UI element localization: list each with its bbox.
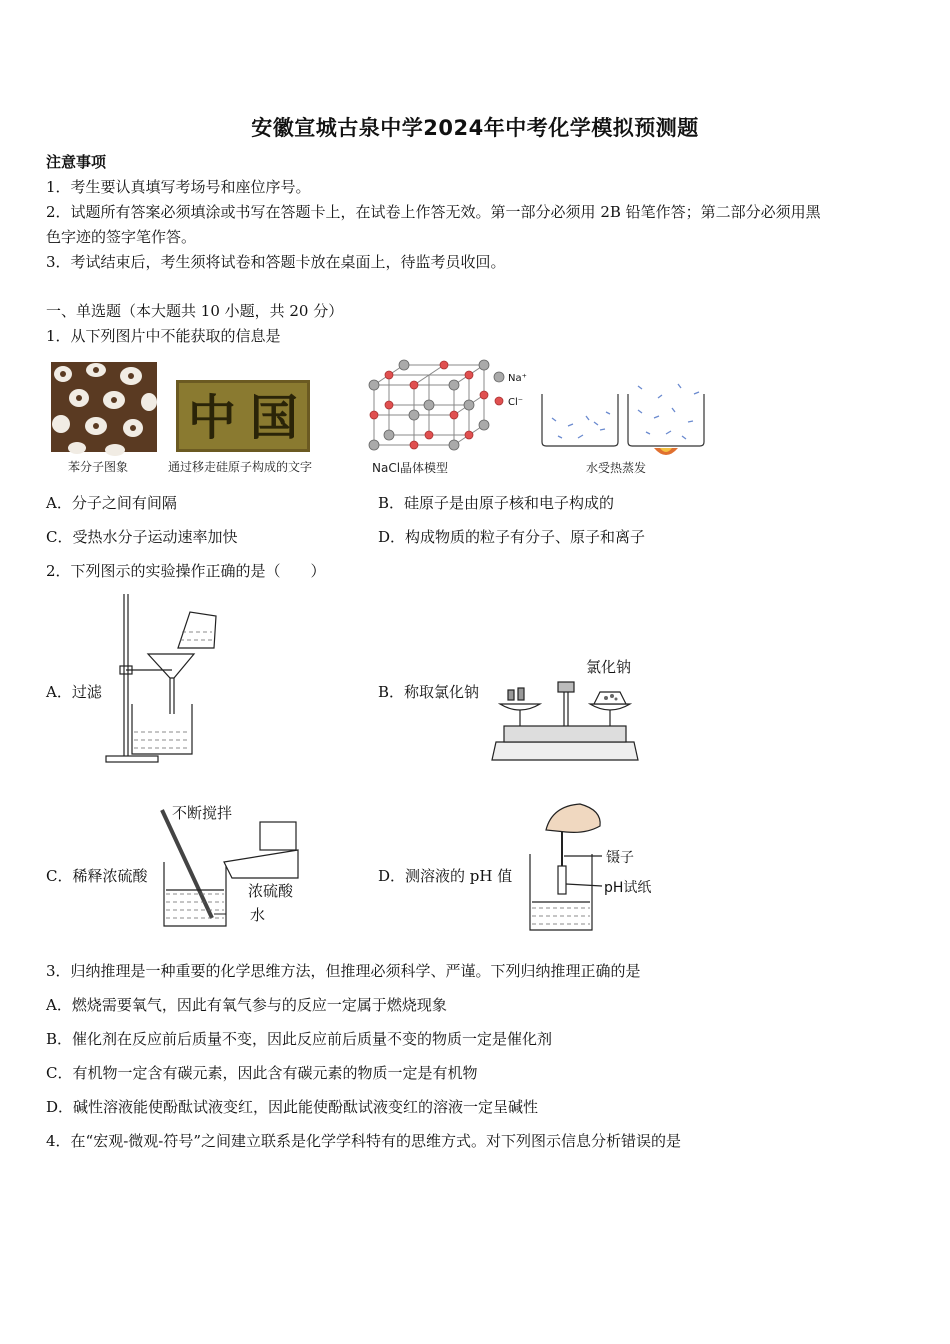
q2-option-c[interactable]: C．稀释浓硫酸	[46, 867, 148, 885]
dilute-acid-diagram	[150, 798, 310, 934]
balance-diagram	[490, 652, 640, 764]
q3-option-d[interactable]: D．碱性溶液能使酚酞试液变红，因此能使酚酞试液变红的溶液一定呈碱性	[46, 1098, 539, 1116]
q1-stem: 1．从下列图片中不能获取的信息是	[46, 327, 281, 345]
q3-option-c[interactable]: C．有机物一定含有碳元素，因此含有碳元素的物质一定是有机物	[46, 1064, 478, 1082]
silicon-char-2: 国	[249, 390, 299, 446]
q1-option-d[interactable]: D．构成物质的粒子有分子、原子和离子	[378, 528, 646, 546]
filtration-diagram	[104, 592, 228, 766]
silicon-char-1: 中	[187, 390, 237, 446]
benzene-image	[51, 362, 157, 452]
notice-heading: 注意事项	[46, 153, 107, 171]
q2-stem: 2．下列图示的实验操作正确的是（ ）	[46, 562, 326, 580]
label-water: 水	[250, 906, 266, 924]
notice-item-2-cont: 色字迹的签字笔作答。	[46, 228, 197, 246]
q1-option-b[interactable]: B．硅原子是由原子核和电子构成的	[378, 494, 615, 512]
nacl-legend-cl: Cl⁻	[508, 397, 524, 408]
label-stir: 不断搅拌	[172, 804, 233, 822]
caption-silicon: 通过移走硅原子构成的文字	[168, 460, 313, 474]
caption-evaporation: 水受热蒸发	[586, 461, 647, 475]
q4-stem: 4．在“宏观-微观-符号”之间建立联系是化学学科特有的思维方式。对下列图示信息分析错误的是	[46, 1132, 682, 1150]
water-evaporation-image	[538, 378, 710, 456]
section-heading: 一、单选题（本大题共 10 小题，共 20 分）	[46, 302, 344, 320]
label-nacl: 氯化钠	[586, 658, 632, 676]
label-tweezers: 镊子	[606, 850, 634, 866]
notice-item-1: 1．考生要认真填写考场号和座位序号。	[46, 178, 311, 196]
q2-option-a[interactable]: A．过滤	[46, 683, 102, 701]
nacl-legend-na: Na⁺	[508, 373, 527, 384]
silicon-text-image	[176, 380, 310, 452]
caption-nacl: NaCl晶体模型	[372, 461, 449, 475]
notice-item-2: 2．试题所有答案必须填涂或书写在答题卡上，在试卷上作答无效。第一部分必须用 2B 铅笔作答；第二部分必须用黑	[46, 203, 821, 221]
q3-option-b[interactable]: B．催化剂在反应前后质量不变，因此反应前后质量不变的物质一定是催化剂	[46, 1030, 553, 1048]
nacl-crystal-image	[364, 355, 527, 455]
q2-option-b[interactable]: B．称取氯化钠	[378, 683, 480, 701]
q1-option-a[interactable]: A．分子之间有间隔	[46, 494, 177, 512]
ph-test-diagram	[520, 800, 670, 934]
q1-option-c[interactable]: C．受热水分子运动速率加快	[46, 528, 238, 546]
q3-stem: 3．归纳推理是一种重要的化学思维方法，但推理必须科学、严谨。下列归纳推理正确的是	[46, 962, 641, 980]
caption-benzene: 苯分子图象	[68, 460, 129, 474]
page-title: 安徽宣城古泉中学2024年中考化学模拟预测题	[251, 116, 699, 140]
label-conc-acid: 浓硫酸	[248, 882, 294, 900]
label-ph-paper: pH试纸	[604, 880, 652, 896]
notice-item-3: 3．考试结束后，考生须将试卷和答题卡放在桌面上，待监考员收回。	[46, 253, 506, 271]
q2-option-d[interactable]: D．测溶液的 pH 值	[378, 867, 513, 885]
q3-option-a[interactable]: A．燃烧需要氧气，因此有氧气参与的反应一定属于燃烧现象	[46, 996, 447, 1014]
